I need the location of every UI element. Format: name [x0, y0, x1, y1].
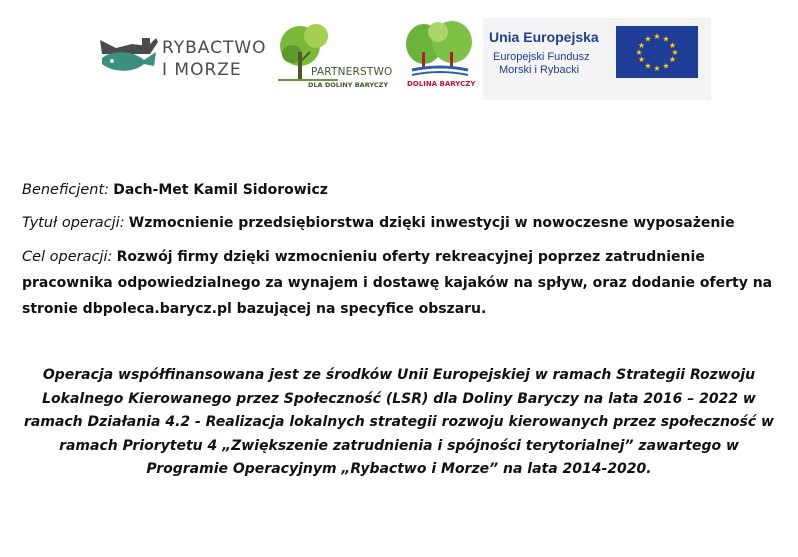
- svg-text:★: ★: [653, 32, 661, 41]
- rybactwo-i-morze-logo: [98, 30, 267, 85]
- cofinancing-line: Programie Operacyjnym „Rybactwo i Morze” na lata 2014-2020.: [146, 461, 652, 477]
- cofinancing-line: ramach Priorytetu 4 „Zwiększenie zatrudnienia i spójności terytorialnej” zawartego w: [59, 437, 739, 454]
- eu-logo: [483, 18, 711, 100]
- trees-icon: [402, 20, 478, 80]
- cofinancing-line: Lokalnego Kierowanego przez Społeczność (LSR) dla Doliny Baryczy na lata 2016 – 2022 w: [42, 390, 756, 407]
- beneficiary-row: [22, 178, 782, 202]
- partnerstwo-logo-line2: DLA DOLINY BARYCZY: [308, 81, 389, 89]
- cofinancing-line: Operacja współfinansowana jest ze środków Unii Europejskiej w ramach Strategii Rozwoju: [42, 367, 756, 383]
- svg-text:★: ★: [662, 61, 670, 71]
- svg-text:★: ★: [644, 61, 652, 71]
- cofinancing-line: ramach Działania 4.2 - Realizacja lokalnych strategii rozwoju kierowanych przez społeczność w: [24, 414, 774, 430]
- svg-text:★: ★: [662, 34, 670, 44]
- operation-goal-row: [22, 244, 782, 322]
- beneficiary-label: Beneficjent:: [22, 182, 110, 198]
- fish-boat-icon: [98, 34, 160, 80]
- svg-text:★: ★: [653, 64, 661, 73]
- operation-title-value: Wzmocnienie przedsiębiorstwa dzięki inwestycji w nowoczesne wyposażenie: [128, 215, 735, 231]
- operation-goal-label: Cel operacji:: [22, 249, 113, 265]
- eu-flag-icon: [616, 26, 698, 78]
- svg-text:★: ★: [671, 48, 679, 57]
- cofinancing-statement: [20, 364, 778, 482]
- rybactwo-logo-line2: I MORZE: [162, 60, 242, 80]
- operation-title-row: [22, 211, 782, 235]
- operation-goal-line2: pracownika odpowiedzialnego za wynajem i dostawę kajaków na spływ, oraz dodanie oferty na: [22, 275, 773, 291]
- partnerstwo-logo-line1: PARTNERSTWO: [311, 66, 393, 78]
- svg-text:★: ★: [668, 55, 677, 64]
- svg-text:★: ★: [644, 34, 652, 44]
- logo-bar: [0, 0, 798, 110]
- eu-fund-line1: Europejski Fundusz: [493, 51, 590, 63]
- eu-fund-line2: Morski i Rybacki: [499, 64, 580, 76]
- rybactwo-logo-line1: RYBACTWO: [162, 38, 267, 58]
- operation-title-label: Tytuł operacji:: [22, 215, 125, 231]
- dolina-baryczy-logo: [402, 20, 482, 95]
- svg-text:★: ★: [668, 41, 677, 50]
- svg-text:★: ★: [637, 55, 646, 64]
- beneficiary-value: Dach-Met Kamil Sidorowicz: [113, 182, 328, 198]
- operation-goal-line3: stronie dbpoleca.barycz.pl bazującej na specyfice obszaru.: [22, 301, 487, 317]
- partnerstwo-logo: [278, 22, 398, 94]
- svg-text:★: ★: [635, 48, 643, 57]
- eu-title: Unia Europejska: [489, 29, 599, 45]
- operation-goal-line1: Rozwój firmy dzięki wzmocnieniu oferty rekreacyjnej poprzez zatrudnienie: [116, 249, 705, 265]
- svg-text:★: ★: [637, 41, 646, 50]
- project-info: [22, 178, 782, 331]
- dolina-baryczy-label: DOLINA BARYCZY: [407, 80, 476, 88]
